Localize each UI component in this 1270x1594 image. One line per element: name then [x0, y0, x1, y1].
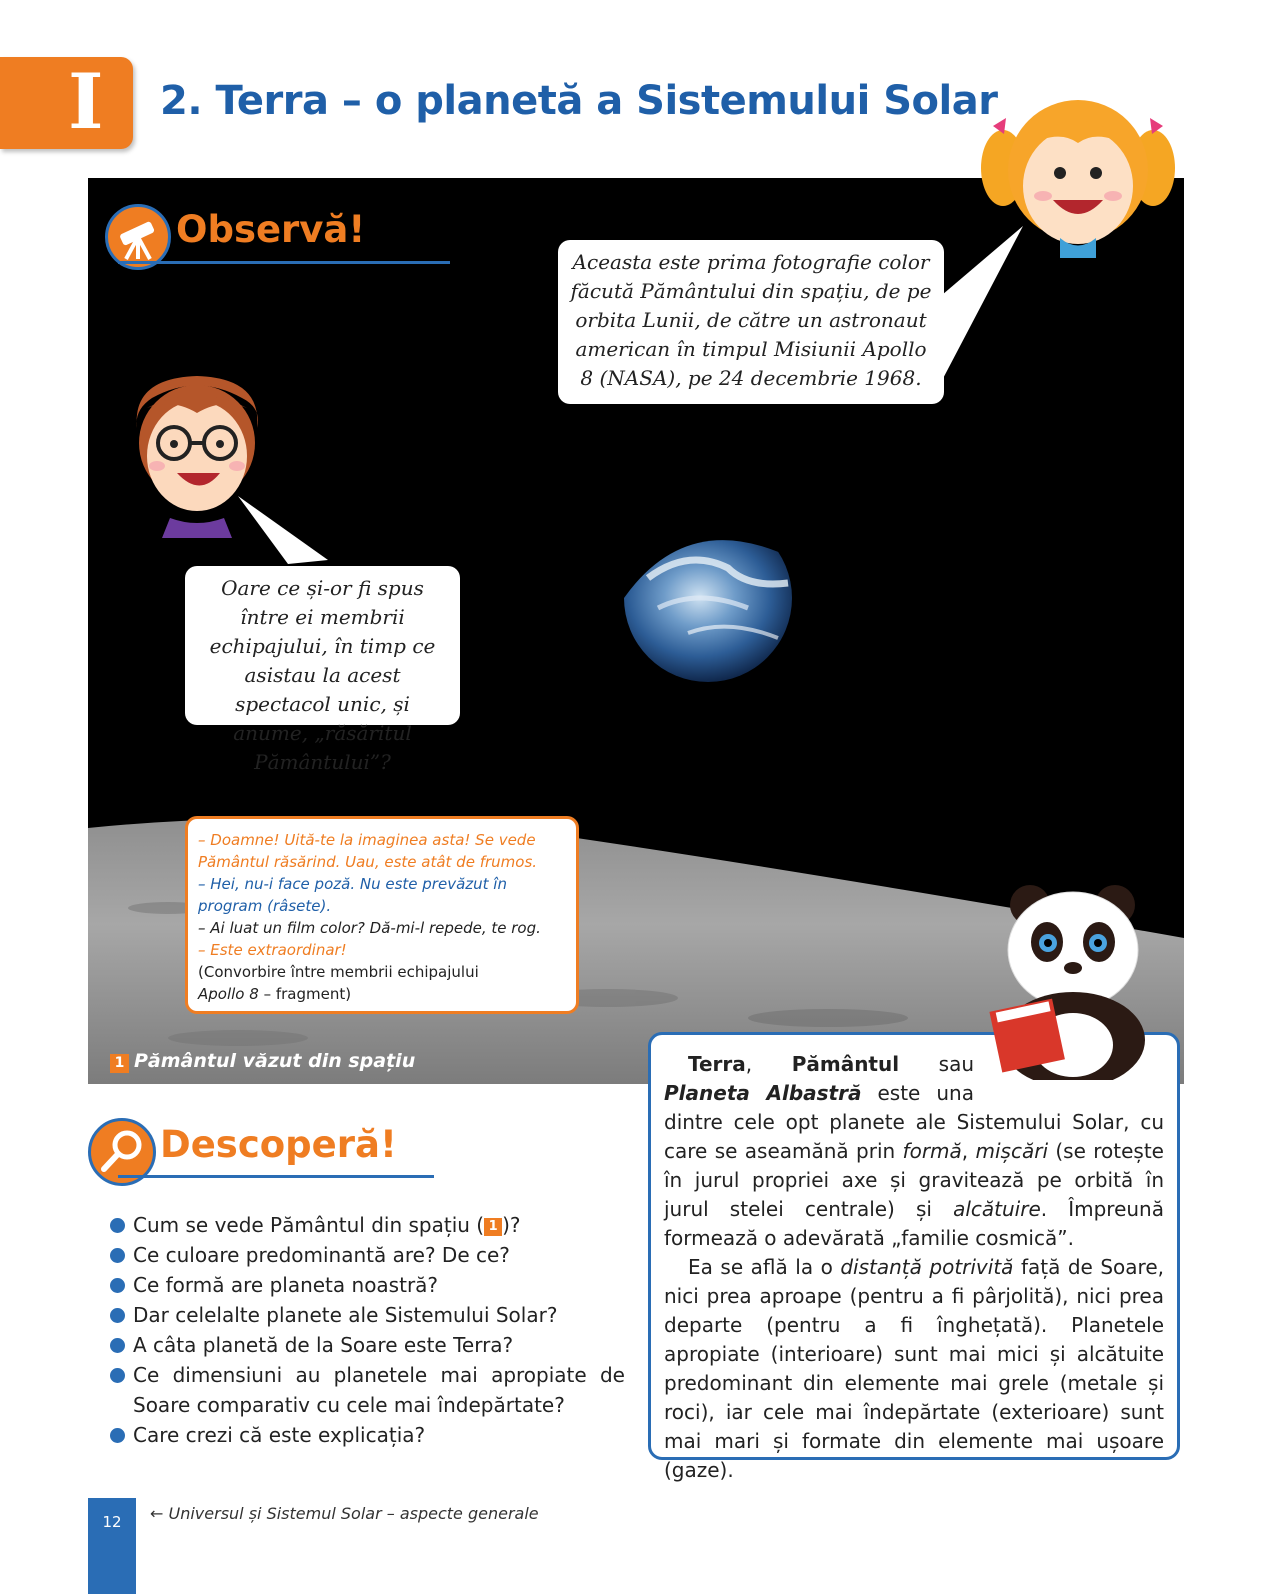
list-item: A câta planetă de la Soare este Terra?: [110, 1330, 625, 1360]
dialogue-source-c: – fragment): [258, 985, 352, 1003]
figure-ref: 1: [484, 1218, 502, 1236]
dialogue-source: [198, 961, 566, 1005]
observa-underline: [118, 261, 450, 264]
running-title: ← Universul și Sistemul Solar – aspecte generale: [150, 1504, 539, 1523]
dialogue-line-3: – Ai luat un film color? Dă-mi-l repede, te rog.: [198, 919, 541, 937]
dialogue-line-4: – Este extraordinar!: [198, 941, 347, 959]
dialogue-box: [185, 816, 579, 1014]
back-arrow-icon: ←: [150, 1504, 169, 1523]
lesson-title: 2. Terra – o planetă a Sistemului Solar: [160, 78, 998, 124]
list-item: Care crezi că este explicația?: [110, 1420, 625, 1450]
info-text: [664, 1050, 1164, 1485]
list-item: Ce formă are planeta noastră?: [110, 1270, 625, 1300]
figure-caption: Pământul văzut din spațiu: [134, 1050, 416, 1072]
bullet-icon: [110, 1278, 125, 1293]
observa-heading: Observă!: [176, 208, 366, 251]
bullet-icon: [110, 1368, 125, 1383]
dialogue-line-2: – Hei, nu-i face poză. Nu este prevăzut în program (râsete).: [198, 875, 507, 915]
descopera-heading: Descoperă!: [160, 1123, 397, 1166]
list-item: Ce dimensiuni au planetele mai apropiate de Soare comparativ cu cele mai îndepărtate?: [110, 1360, 625, 1420]
list-item: Ce culoare predominantă are? De ce?: [110, 1240, 625, 1270]
bullet-icon: [110, 1308, 125, 1323]
bullet-icon: [110, 1428, 125, 1443]
boy-character: [122, 368, 272, 538]
info-paragraph-2: Ea se află la o distanță potrivită față de Soare, nici prea aproape (pentru a fi pârjolită), nici prea departe (pentru a fi înghețată). Planetele apropiate (interioare) sunt mai mici și alcătuite predominant din elemente mai grele (metale și roci), iar cele mai îndepărtate (exterioare) sunt mai mari și formate din elemente mai ușoare (gaze).: [664, 1255, 1164, 1482]
info-paragraph-1: Terra, Pământul sau Planeta Albastră este una dintre cele opt planete ale Sistemului Solar, cu care se aseamănă prin formă, mișcări (se rotește în jurul propriei axe și gravitează pe orbită în jurul stelei centrale) și alcătuire. Împreună formează o adevărată „familie cosmică”.: [664, 1052, 1164, 1250]
chapter-tab: [0, 57, 133, 149]
page-number: 12: [102, 1513, 122, 1531]
list-item: Cum se vede Pământul din spațiu ( 1 )?: [110, 1210, 625, 1240]
bullet-icon: [110, 1338, 125, 1353]
girl-character: [978, 88, 1178, 258]
girl-speech-bubble: Aceasta este prima fotografie color făcută Pământului din spațiu, de pe orbita Lunii, de către un astronaut american în timpul Misiunii Apollo 8 (NASA), pe 24 decembrie 1968.: [558, 240, 944, 404]
bullet-icon: [110, 1218, 125, 1233]
descopera-underline: [118, 1175, 434, 1178]
dialogue-source-b: Apollo 8: [198, 985, 259, 1003]
question-list: [110, 1210, 625, 1450]
dialogue-source-a: (Convorbire între membrii echipajului: [198, 963, 479, 981]
bullet-icon: [110, 1248, 125, 1263]
boy-speech-bubble: Oare ce și-or fi spus între ei membrii echipajului, în timp ce asistau la acest spectacol unic, și anume, „răsăritul Pământului”?: [185, 566, 460, 725]
figure-number: 1: [110, 1054, 129, 1073]
dialogue-line-1: – Doamne! Uită-te la imaginea asta! Se vede Pământul răsărind. Uau, este atât de frumos.: [198, 831, 538, 871]
chapter-numeral: I: [68, 57, 104, 146]
list-item: Dar celelalte planete ale Sistemului Solar?: [110, 1300, 625, 1330]
earth-image: [623, 514, 792, 682]
